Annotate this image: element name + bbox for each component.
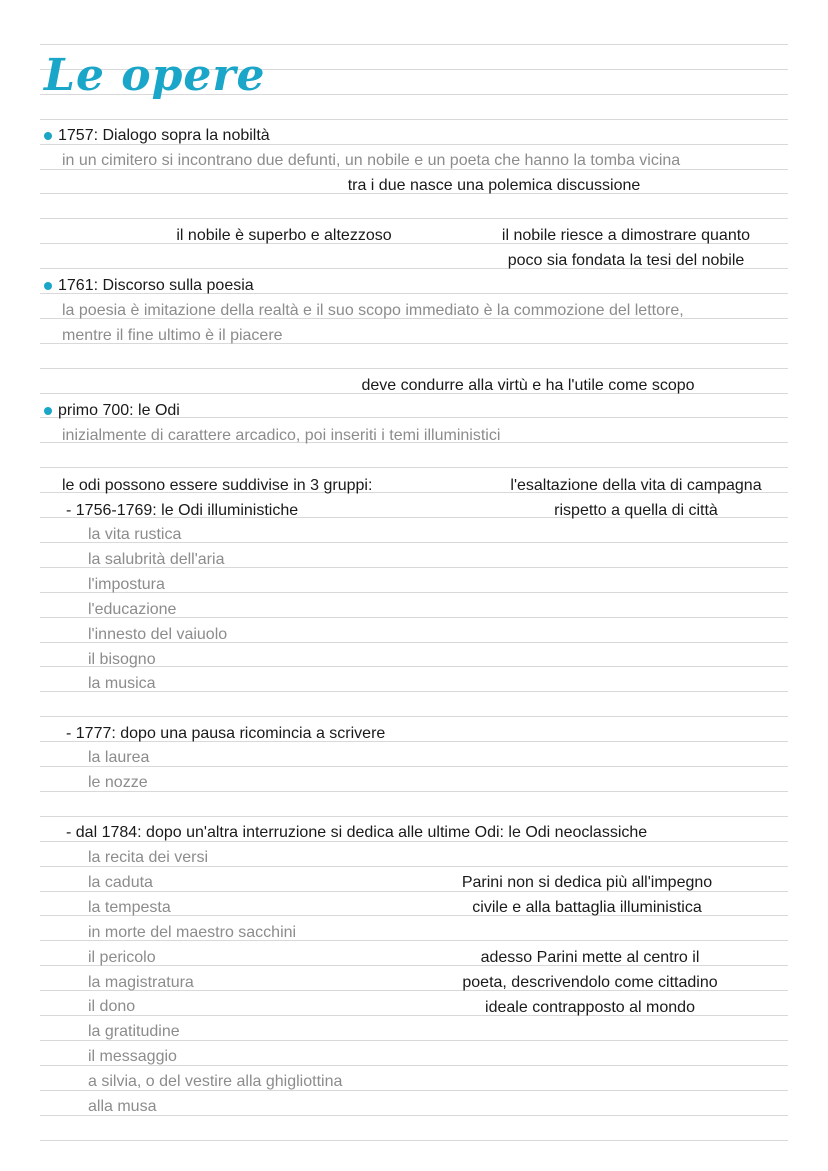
ode-item: la recita dei versi	[88, 849, 209, 866]
rule-line	[40, 766, 788, 767]
ode-item: a silvia, o del vestire alla ghigliottina	[88, 1073, 343, 1090]
ode-item: la musica	[88, 675, 156, 692]
rule-line	[40, 44, 788, 45]
ode-item: la vita rustica	[88, 526, 182, 543]
text-line: Parini non si dedica più all'impegno	[461, 874, 713, 891]
text-line: ideale contrapposto al mondo	[485, 999, 695, 1016]
ode-item: in morte del maestro sacchini	[88, 924, 297, 941]
rule-line	[40, 218, 788, 219]
text-line: tra i due nasce una polemica discussione	[347, 177, 641, 194]
text-line: deve condurre alla virtù e ha l'utile come scopo	[361, 377, 695, 394]
text-line: la poesia è imitazione della realtà e il suo scopo immediato è la commozione del lettore,	[62, 302, 684, 319]
ode-item: la tempesta	[88, 899, 171, 916]
rule-line	[40, 816, 788, 817]
text-line: mentre il fine ultimo è il piacere	[62, 327, 283, 344]
text-line: inizialmente di carattere arcadico, poi inseriti i temi illuministici	[62, 427, 501, 444]
rule-line	[40, 791, 788, 792]
ode-item: il bisogno	[88, 651, 156, 668]
rule-line	[40, 1140, 788, 1141]
ode-item: alla musa	[88, 1098, 157, 1115]
text-line: civile e alla battaglia illuministica	[472, 899, 702, 916]
ode-item: il pericolo	[88, 949, 156, 966]
group-heading: - 1777: dopo una pausa ricomincia a scrivere	[66, 725, 386, 742]
rule-line	[40, 467, 788, 468]
text-line: adesso Parini mette al centro il	[480, 949, 700, 966]
text-line: poeta, descrivendolo come cittadino	[462, 974, 718, 991]
text-line: il nobile riesce a dimostrare quanto	[501, 227, 751, 244]
ode-item: il messaggio	[88, 1048, 177, 1065]
group-heading: - 1756-1769: le Odi illuministiche	[66, 502, 299, 519]
ode-item: l'impostura	[88, 576, 165, 593]
rule-line	[40, 368, 788, 369]
ode-item: il dono	[88, 998, 136, 1015]
ode-item: la laurea	[88, 749, 150, 766]
ode-item: le nozze	[88, 774, 148, 791]
text-line: l'esaltazione della vita di campagna	[510, 477, 762, 494]
section-heading-odi: primo 700: le Odi	[58, 402, 180, 419]
bullet-dot	[44, 407, 52, 415]
section-heading-dialogo: 1757: Dialogo sopra la nobiltà	[58, 127, 270, 144]
rule-line	[40, 716, 788, 717]
text-line: il nobile è superbo e altezzoso	[176, 227, 392, 244]
bullet-dot	[44, 132, 52, 140]
ode-item: la magistratura	[88, 974, 194, 991]
bullet-dot	[44, 282, 52, 290]
text-line: rispetto a quella di città	[554, 502, 718, 519]
group-heading: - dal 1784: dopo un'altra interruzione si dedica alle ultime Odi: le Odi neoclassiche	[66, 824, 648, 841]
ode-item: la gratitudine	[88, 1023, 180, 1040]
page-title: Le opere	[44, 50, 266, 101]
text-line: in un cimitero si incontrano due defunti, un nobile e un poeta che hanno la tomba vicina	[62, 152, 681, 169]
text-line: le odi possono essere suddivise in 3 gruppi:	[62, 477, 373, 494]
ode-item: l'educazione	[88, 601, 177, 618]
text-line: poco sia fondata la tesi del nobile	[507, 252, 745, 269]
ode-item: la salubrità dell'aria	[88, 551, 225, 568]
section-heading-discorso: 1761: Discorso sulla poesia	[58, 277, 254, 294]
ode-item: la caduta	[88, 874, 153, 891]
rule-line	[40, 119, 788, 120]
ode-item: l'innesto del vaiuolo	[88, 626, 228, 643]
